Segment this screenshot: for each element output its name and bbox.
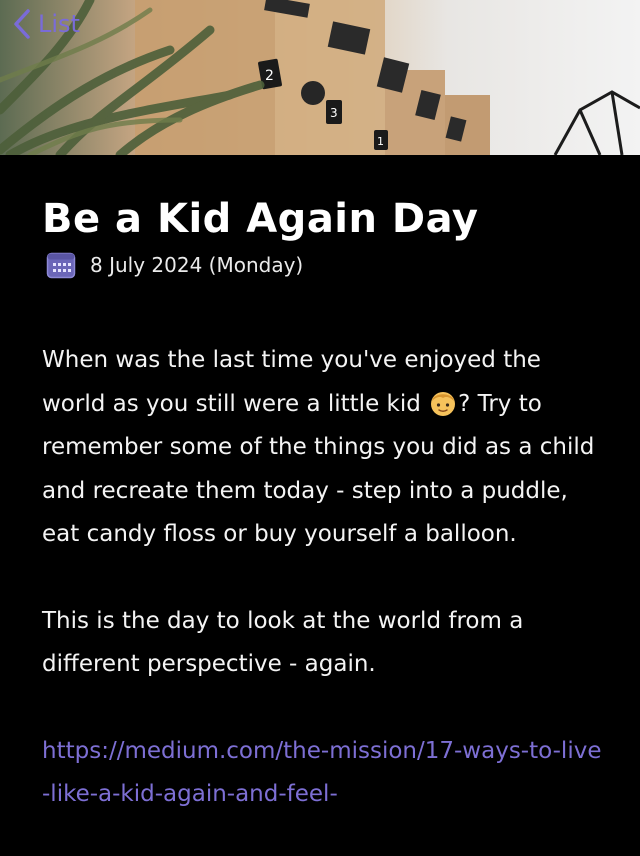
- source-link[interactable]: https://medium.com/the-mission/17-ways-to-live-like-a-kid-again-and-feel-: [42, 737, 602, 807]
- event-date: 8 July 2024 (Monday): [90, 253, 304, 277]
- date-row: [42, 251, 602, 279]
- back-button[interactable]: [12, 6, 80, 42]
- cork-board-photo: [0, 0, 640, 155]
- child-emoji-icon: [428, 388, 458, 418]
- hero-label-3: 3: [330, 106, 338, 120]
- header-image: [0, 0, 640, 155]
- page-title: Be a Kid Again Day: [42, 196, 479, 242]
- description-paragraph-1: [42, 339, 602, 557]
- calendar-icon: [46, 251, 76, 279]
- hero-label-2: 2: [265, 68, 274, 84]
- back-button-label: List: [38, 10, 80, 38]
- description-text-1a: When was the last time you've enjoyed the world as you still were a little kid: [42, 347, 541, 417]
- event-detail: [42, 155, 602, 817]
- hero-label-1: 1: [377, 135, 384, 148]
- description-text-1b: ? Try to remember some of the things you did as a child and recreate them today - step into a puddle, eat candy floss or buy yourself a balloon.: [42, 390, 595, 547]
- chevron-left-icon: [12, 8, 32, 40]
- description-paragraph-2: This is the day to look at the world from a different perspective - again.: [42, 607, 524, 677]
